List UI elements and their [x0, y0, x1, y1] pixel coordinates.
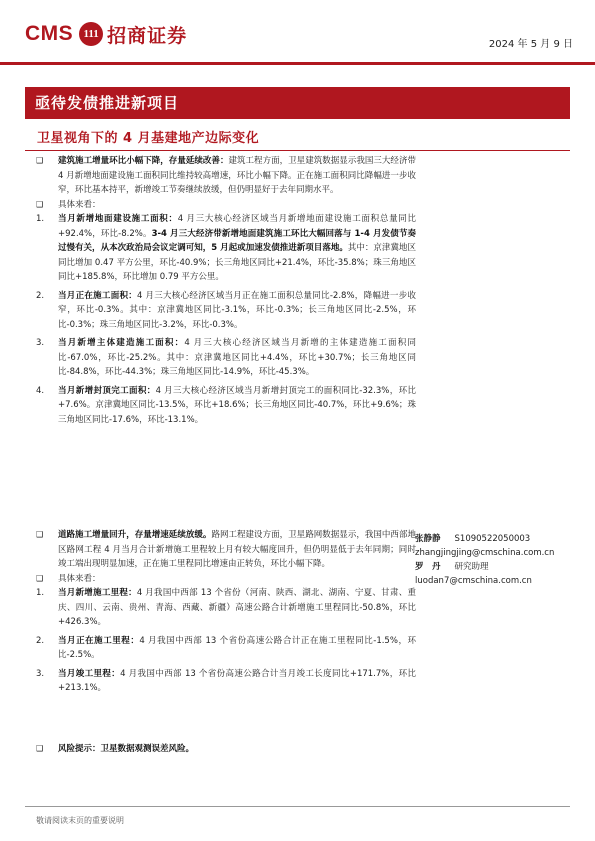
square-bullet-icon: ❑ — [36, 199, 44, 209]
specifics-label: 具体来看： — [58, 199, 101, 210]
list-item-heading: 当月新增地面建设施工面积： — [58, 214, 178, 224]
footer-disclaimer: 敬请阅读末页的重要说明 — [36, 816, 124, 825]
logo-cms-text: CMS — [25, 22, 74, 45]
list-number: 3. — [36, 338, 45, 348]
construction-summary — [36, 154, 416, 198]
author-email[interactable]: zhangjingjing@cmschina.com.cn — [415, 548, 555, 558]
list-item-text: 4 月三大核心经济区域当月新增的主体建造施工面积同比-67.0%，环比-25.2%。其中：京津冀地区同比+4.4%，环比+30.7%；长三角地区同比-84.8%，环比-44.3%；珠三角地区同比-14.9%，环比-45.3%。 — [58, 338, 416, 377]
list-item-heading: 当月新增施工里程： — [58, 588, 137, 598]
risk-item — [36, 742, 416, 757]
road-summary-heading: 道路施工增量回升，存量增速延续放缓。 — [58, 530, 212, 540]
logo-chinese-text: 招商证券 — [107, 24, 188, 47]
risk-note — [36, 742, 416, 757]
list-number: 1. — [36, 588, 45, 598]
list-number: 2. — [36, 290, 45, 301]
list-item-heading: 当月正在施工面积： — [58, 290, 138, 301]
list-item — [36, 667, 416, 696]
list-item-heading: 当月新增封顶完工面积： — [58, 385, 156, 396]
list-number: 1. — [36, 214, 45, 224]
list-item-text: 其中：京津冀地区同比增加 0.47 平方公里，环比-40.9%；长三角地区同比+21.4%，环比-35.8%；珠三角地区同比+185.8%，环比增加 0.79 平方公里。 — [58, 243, 416, 282]
list-item-text: 4 月我国中西部 13 个省份高速公路合计正在施工里程同比-1.5%，环比-2.5%。 — [58, 635, 416, 660]
author-role: 研究助理 — [454, 562, 489, 572]
construction-summary-text: 建筑工程方面，卫星建筑数据显示我国三大经济带 4 月新增地面建设施工面积同比维持较高增速，环比小幅下降。正在施工面积同比降幅进一步收窄，环比基本持平，新增竣工节奏继续放缓，但仍明显好于去年同期水平。 — [58, 156, 416, 195]
list-number: 4. — [36, 385, 45, 396]
road-summary-text: 路网工程建设方面，卫星路网数据显示，我国中西部地区路网工程 4 月当月合计新增施工里程较上月有较大幅度回升，但仍明显低于去年同期；同时竣工端出现明显加速，正在施工里程同比增速由正转负，环比小幅下降。 — [58, 530, 416, 569]
company-logo — [25, 18, 187, 50]
list-item — [36, 586, 416, 630]
list-item-heading: 当月竣工里程： — [58, 668, 121, 679]
page-header — [0, 0, 595, 62]
section-construction — [36, 154, 416, 427]
list-number: 3. — [36, 668, 45, 679]
report-date: 2024 年 5 月 9 日 — [488, 39, 573, 50]
square-bullet-icon: ❑ — [36, 530, 44, 539]
subtitle-divider — [25, 150, 570, 151]
list-number: 2. — [36, 635, 45, 646]
construction-specifics — [36, 198, 416, 213]
list-item-heading: 当月新增主体建造施工面积： — [58, 338, 185, 348]
list-item — [36, 634, 416, 663]
author-name: 罗 丹 — [415, 562, 441, 572]
list-item-text: 4 月三大核心经济区域当月新增封顶完工的面积同比-32.3%，环比+7.6%。京津冀地区同比-13.5%，环比+18.6%；长三角地区同比-40.7%，环比+9.6%；珠三角地区同比-17.6%，环比-13.1%。 — [58, 385, 416, 425]
section-road — [36, 528, 416, 696]
report-title-banner: 亟待发债推进新项目 — [25, 87, 570, 119]
list-item — [36, 289, 416, 333]
square-bullet-icon: ❑ — [36, 156, 44, 165]
risk-text: 风险提示：卫星数据观测误差风险。 — [58, 744, 195, 754]
list-item-text: 4 月三大核心经济区域当月新增地面建设施工面积总量同比+92.4%，环比-8.2%。 — [58, 214, 416, 239]
list-item-emphasis: 3-4 月三大经济带新增地面建筑施工环比大幅回落与 1-4 月发债节奏过慢有关，从本次政治局会议定调可知，5 月起或加速发债推进新项目落地。 — [58, 228, 416, 253]
header-divider — [0, 62, 595, 65]
construction-summary-heading: 建筑施工增量环比小幅下降，存量延续改善： — [58, 156, 229, 166]
road-summary — [36, 528, 416, 572]
list-item-heading: 当月正在施工里程： — [58, 635, 140, 646]
author-email[interactable]: luodan7@cmschina.com.cn — [415, 576, 532, 586]
list-item — [36, 384, 416, 428]
square-bullet-icon: ❑ — [36, 744, 44, 753]
list-item — [36, 336, 416, 380]
author-name: 张静静 — [415, 534, 441, 544]
author-row — [415, 560, 554, 574]
square-bullet-icon: ❑ — [36, 573, 44, 583]
list-item-text: 4 月我国中西部 13 个省份高速公路合计当月竣工长度同比+171.7%，环比+213.1%。 — [58, 668, 416, 693]
author-row — [415, 532, 554, 546]
author-block — [415, 532, 554, 588]
list-item-text: 4 月三大核心经济区域当月正在施工面积总量同比-2.8%，降幅进一步收窄，环比-0.3%。其中：京津冀地区同比-3.1%，环比-0.3%；长三角地区同比-2.5%，环比-0.3%；珠三角地区同比-3.2%，环比-0.3%。 — [58, 290, 416, 330]
logo-badge-icon: 111 — [79, 22, 103, 46]
author-license: S1090522050003 — [454, 534, 531, 544]
footer-divider — [25, 806, 570, 807]
report-subtitle: 卫星视角下的 4 月基建地产边际变化 — [37, 131, 260, 146]
list-item — [36, 212, 416, 285]
specifics-label: 具体来看： — [58, 573, 101, 584]
list-item-text: 4 月我国中西部 13 个省份（河南、陕西、湖北、湖南、宁夏、甘肃、重庆、四川、云南、贵州、青海、西藏、新疆）高速公路合计新增施工里程同比-50.8%，环比+426.3%。 — [58, 588, 416, 627]
road-specifics — [36, 572, 416, 587]
